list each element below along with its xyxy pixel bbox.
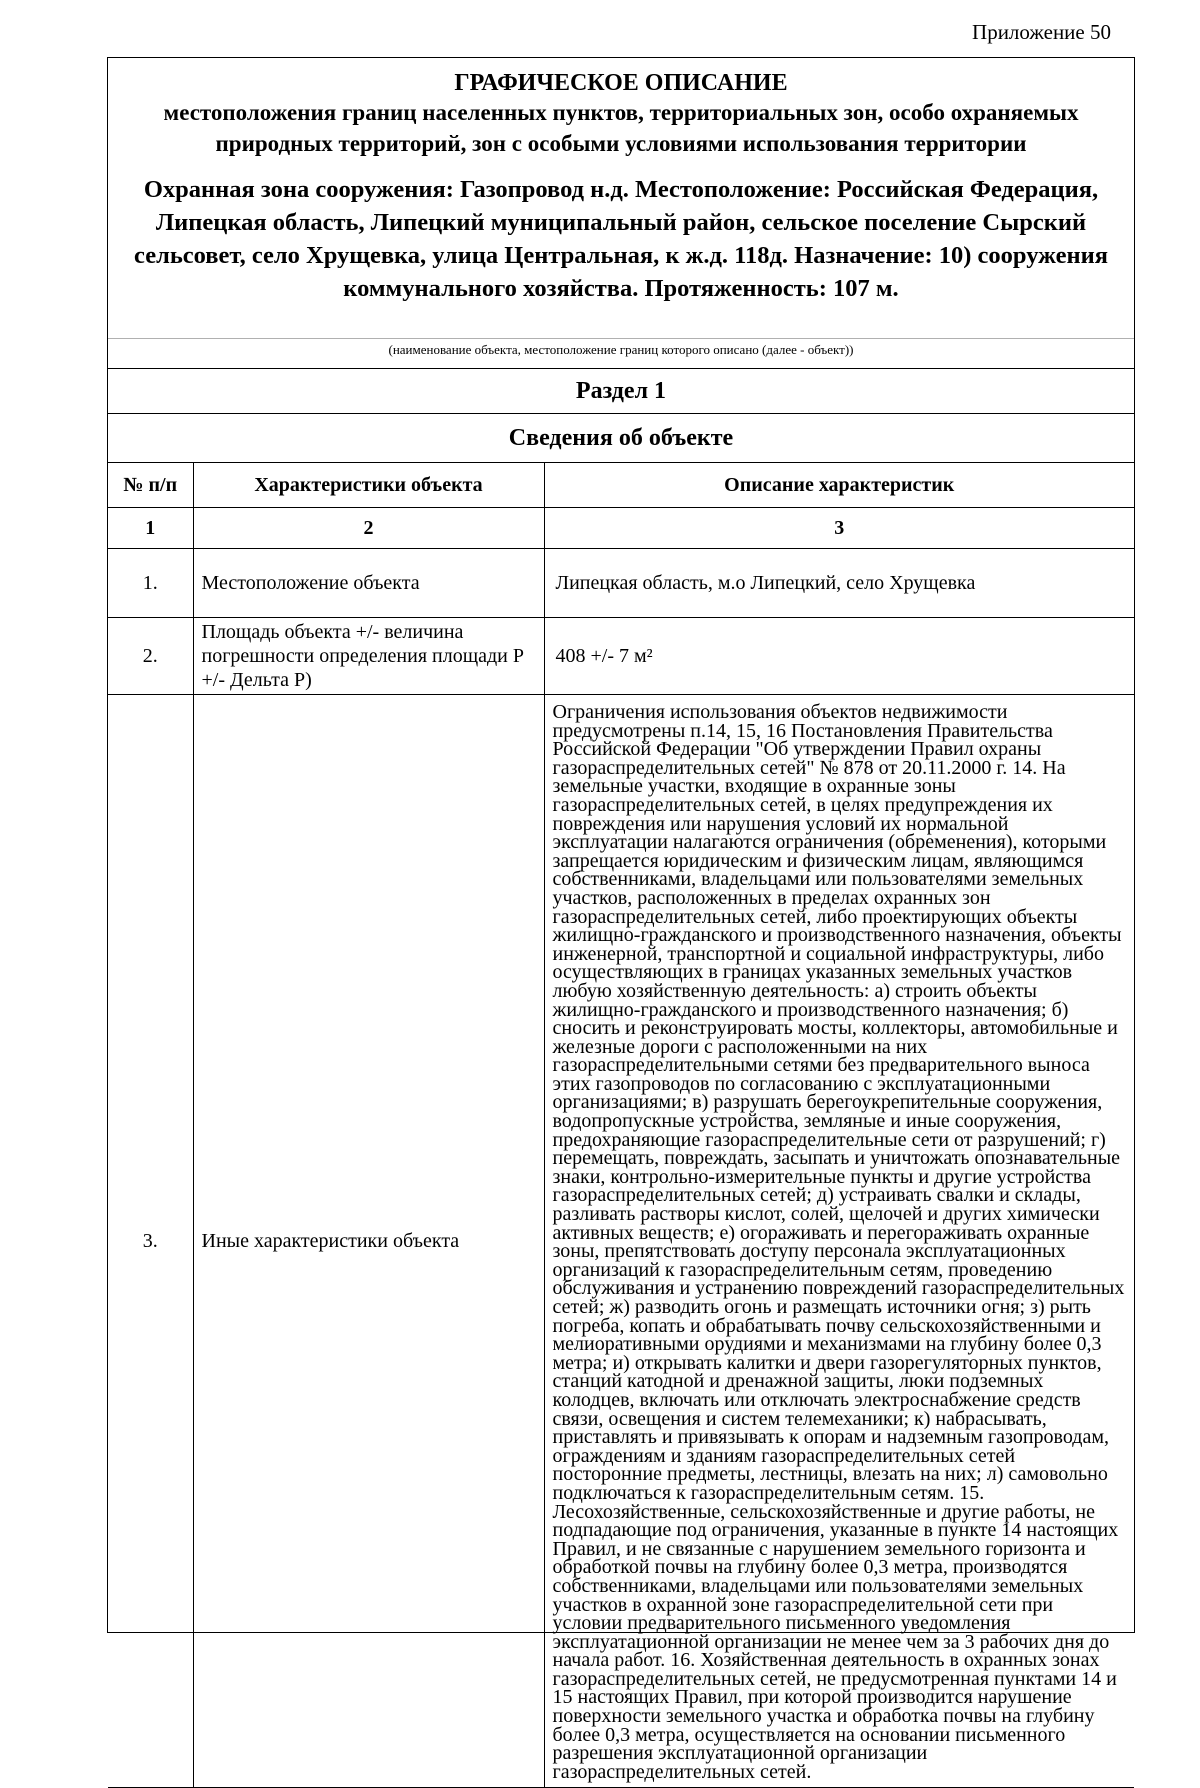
caption-divider <box>108 338 1134 339</box>
row-value: 408 +/- 7 м² <box>544 618 1134 695</box>
document-header <box>108 58 1134 369</box>
column-number: 1 <box>108 508 193 549</box>
row-value: Ограничения использования объектов недвижимости предусмотрены п.14, 15, 16 Постановления Правительства Российской Федерации "Об утверждении Правил охраны газораспределительных сетей" № 878 от 20.11.2000 г. 14. На земельные участки, входящие в охранные зоны газораспределительных сетей, в целях предупреждения их повреждения или нарушения условий их нормальной эксплуатации налагаются ограничения (обременения), которыми запрещается юридическим и физическим лицам, являющимся собственниками, владельцами или пользователями земельных участков, расположенных в пределах охранных зон газораспределительных сетей, либо проектирующих объекты жилищно-гражданского и производственного назначения, объекты инженерной, транспортной и социальной инфраструктуры, либо осуществляющих в границах указанных земельных участков любую хозяйственную деятельность: а) строить объекты жилищно-гражданского и производственного назначения; б) сносить и реконструировать мосты, коллекторы, автомобильные и железные дороги с расположенными на них газораспределительными сетями без предварительного выноса этих газопроводов по согласованию с эксплуатационными организациями; в) разрушать берегоукрепительные сооружения, водопропускные устройства, земляные и иные сооружения, предохраняющие газораспределительные сети от разрушений; г) перемещать, повреждать, засыпать и уничтожать опознавательные знаки, контрольно-измерительные пункты и другие устройства газораспределительных сетей; д) устраивать свалки и склады, разливать растворы кислот, солей, щелочей и других химически активных веществ; е) огораживать и перегораживать охранные зоны, препятствовать доступу персонала эксплуатационных организаций к газораспределительным сетям, проведению обслуживания и устранению повреждений газораспределительных сетей; ж) разводить огонь и размещать источники огня; з) рыть погреба, копать и обрабатывать почву сельскохозяйственными и мелиоративными орудиями и механизмами на глубину более 0,3 метра; и) открывать калитки и двери газорегуляторных пунктов, станций катодной и дренажной защиты, люки подземных колодцев, включать или отключать электроснабжение средств связи, освещения и систем телемеханики; к) набрасывать, приставлять и привязывать к опорам и надземным газопроводам, ограждениям и зданиям газораспределительных сетей посторонние предметы, лестницы, влезать на них; л) самовольно подключаться к газораспределительным сетям. 15. Лесохозяйственные, сельскохозяйственные и другие работы, не подпадающие под ограничения, указанные в пункте 14 настоящих Правил, и не связанные с нарушением земельного горизонта и обработкой почвы на глубину более 0,3 метра, производятся собственниками, владельцами или пользователями земельных участков в охранной зоне газораспределительной сети при условии предварительного письменного уведомления эксплуатационной организации не менее чем за 3 рабочих дня до начала работ. 16. Хозяйственная деятельность в охранных зонах газораспределительных сетей, не предусмотренная пунктами 14 и 15 настоящих Правил, при которой производится нарушение поверхности земельного участка и обработка почвы на глубину более 0,3 метра, осуществляется на основании письменного разрешения эксплуатационной организации газораспределительных сетей. <box>544 695 1134 1788</box>
document-frame <box>107 57 1135 1783</box>
header-cell-description: Описание характеристик <box>544 463 1134 508</box>
column-number: 2 <box>193 508 544 549</box>
object-caption: (наименование объекта, местоположение границ которого описано (далее - объект)) <box>388 342 854 357</box>
row-number: 1. <box>108 549 193 618</box>
table-row <box>108 695 1134 1788</box>
row-number: 3. <box>108 695 193 1788</box>
header-cell-number: № п/п <box>108 463 193 508</box>
table-header-row <box>108 463 1134 508</box>
row-characteristic: Иные характеристики объекта <box>193 695 544 1788</box>
appendix-label: Приложение 50 <box>972 20 1111 44</box>
table-row <box>108 618 1134 695</box>
object-description: Охранная зона сооружения: Газопровод н.д. Местоположение: Российская Федерация, Липецкая область, Липецкий муниципальный район, сельское поселение Сырский сельсовет, село Хрущевка, улица Центральная, к ж.д. 118д. Назначение: 10) сооружения коммунального хозяйства. Протяженность: 107 м. <box>134 176 1108 302</box>
column-number: 3 <box>544 508 1134 549</box>
row-number: 2. <box>108 618 193 695</box>
row-value: Липецкая область, м.о Липецкий, село Хрущевка <box>544 549 1134 618</box>
column-number-row <box>108 508 1134 549</box>
row-characteristic: Местоположение объекта <box>193 549 544 618</box>
characteristics-table <box>108 463 1134 1788</box>
section-subtitle: Сведения об объекте <box>108 414 1134 463</box>
document-title: ГРАФИЧЕСКОЕ ОПИСАНИЕ <box>454 70 788 96</box>
row-characteristic: Площадь объекта +/- величина погрешности определения площади P +/- Дельта P) <box>193 618 544 695</box>
document-subtitle: местоположения границ населенных пунктов, территориальных зон, особо охраняемых природных территорий, зон с особыми условиями использования территории <box>163 100 1079 156</box>
section-title: Раздел 1 <box>108 369 1134 414</box>
header-cell-characteristic: Характеристики объекта <box>193 463 544 508</box>
table-row <box>108 549 1134 618</box>
